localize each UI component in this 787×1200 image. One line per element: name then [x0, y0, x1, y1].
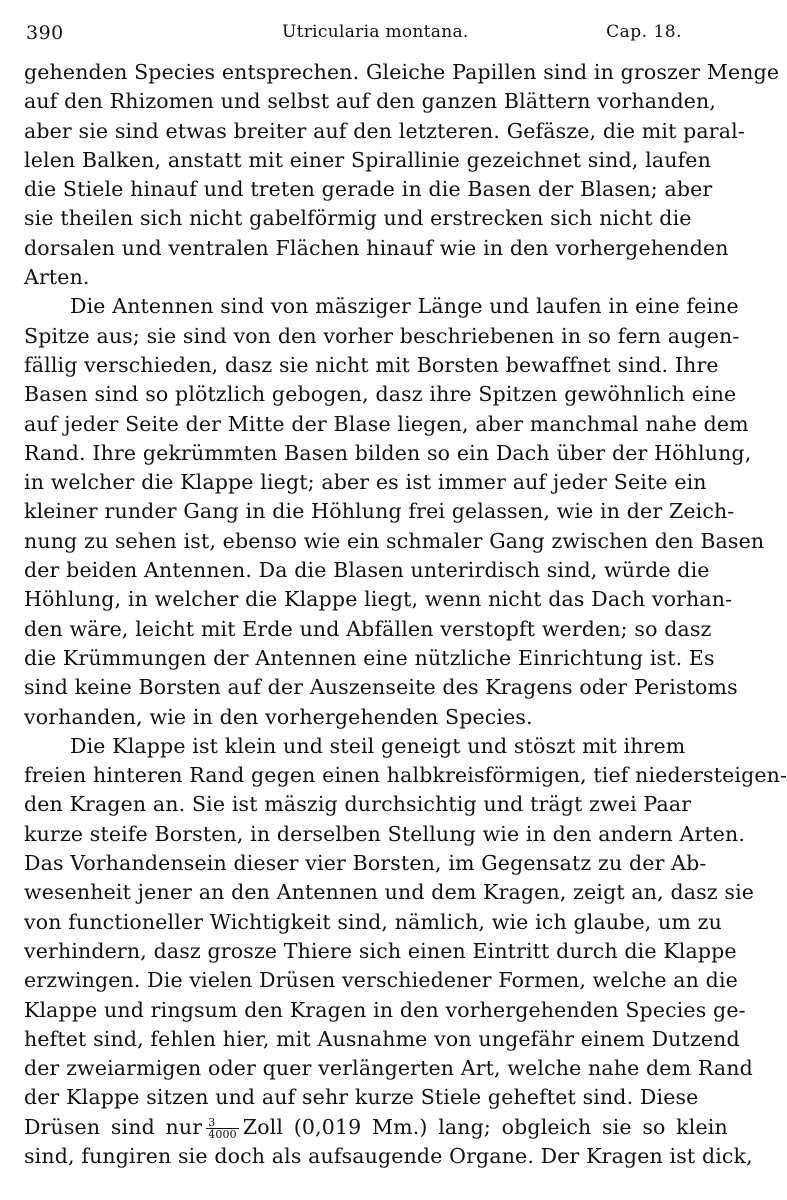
text-line: von functioneller Wichtigkeit sind, nämlich, wie ich glaube, um zu	[24, 909, 722, 934]
text-line: Rand. Ihre gekrümmten Basen bilden so ein Dach über der Höhlung,	[24, 440, 752, 465]
text-line: Basen sind so plötzlich gebogen, dasz ihre Spitzen gewöhnlich eine	[24, 382, 737, 407]
body-text	[24, 58, 787, 1171]
running-title: Utricularia montana.	[282, 22, 469, 42]
text-line: nung zu sehen ist, ebenso wie ein schmaler Gang zwischen den Basen	[24, 528, 765, 553]
text-line: vorhanden, wie in den vorhergehenden Species.	[24, 704, 533, 729]
chapter-label: Cap. 18.	[606, 22, 682, 42]
text-line: der zweiarmigen oder quer verlängerten Art, welche nahe dem Rand	[24, 1056, 753, 1081]
text-line: sie theilen sich nicht gabelförmig und erstrecken sich nicht die	[24, 206, 692, 231]
text-line: kleiner runder Gang in die Höhlung frei gelassen, wie in der Zeich-	[24, 499, 735, 524]
fraction-line-after: Zoll (0,019 Mm.) lang; obgleich sie so klein	[242, 1114, 728, 1139]
text-line: Klappe und ringsum den Kragen in den vorhergehenden Species ge-	[24, 997, 746, 1022]
text-line: Das Vorhandensein dieser vier Borsten, im Gegensatz zu der Ab-	[24, 851, 707, 876]
fraction	[206, 1117, 239, 1140]
text-line-with-fraction	[24, 1113, 728, 1142]
page-number: 390	[26, 22, 64, 44]
text-line: dorsalen und ventralen Flächen hinauf wie in den vorhergehenden	[24, 235, 729, 260]
text-line: Die Antennen sind von mäsziger Länge und laufen in eine feine	[70, 294, 739, 319]
paragraph-1	[24, 58, 780, 292]
text-line: Höhlung, in welcher die Klappe liegt, wenn nicht das Dach vorhan-	[24, 587, 733, 612]
text-line: sind, fungiren sie doch als aufsaugende Organe. Der Kragen ist dick,	[24, 1143, 753, 1168]
text-line: in welcher die Klappe liegt; aber es ist immer auf jeder Seite ein	[24, 470, 707, 495]
text-line: Spitze aus; sie sind von den vorher beschriebenen in so fern augen-	[24, 323, 740, 348]
fraction-line-before: Drüsen sind nur	[24, 1114, 203, 1139]
text-line: verhindern, dasz grosze Thiere sich einen Eintritt durch die Klappe	[24, 938, 737, 963]
text-line: den Kragen an. Sie ist mäszig durchsichtig und trägt zwei Paar	[24, 792, 692, 817]
text-line: Arten.	[24, 265, 90, 290]
text-line: die Stiele hinauf und treten gerade in die Basen der Blasen; aber	[24, 177, 713, 202]
text-line: den wäre, leicht mit Erde und Abfällen verstopft werden; so dasz	[24, 616, 712, 641]
fraction-numerator: 3	[206, 1117, 239, 1129]
fraction-denominator: 4000	[208, 1127, 237, 1141]
text-line: freien hinteren Rand gegen einen halbkreisförmigen, tief niedersteigen-	[24, 763, 787, 788]
text-line: der beiden Antennen. Da die Blasen unterirdisch sind, würde die	[24, 558, 710, 583]
text-line: auf jeder Seite der Mitte der Blase liegen, aber manchmal nahe dem	[24, 411, 749, 436]
text-line: Die Klappe ist klein und steil geneigt und stöszt mit ihrem	[70, 733, 686, 758]
text-line: der Klappe sitzen und auf sehr kurze Stiele geheftet sind. Diese	[24, 1085, 699, 1110]
text-line: erzwingen. Die vielen Drüsen verschiedener Formen, welche an die	[24, 968, 738, 993]
text-line: aber sie sind etwas breiter auf den letzteren. Gefäsze, die mit paral-	[24, 118, 745, 143]
text-line: die Krümmungen der Antennen eine nützliche Einrichtung ist. Es	[24, 645, 715, 670]
text-line: wesenheit jener an den Antennen und dem Kragen, zeigt an, dasz sie	[24, 880, 755, 905]
text-line: heftet sind, fehlen hier, mit Ausnahme von ungefähr einem Dutzend	[24, 1026, 740, 1051]
text-line: sind keine Borsten auf der Auszenseite des Kragens oder Peristoms	[24, 675, 738, 700]
paragraph-2	[24, 292, 765, 731]
text-line: lelen Balken, anstatt mit einer Spirallinie gezeichnet sind, laufen	[24, 147, 711, 172]
page-header	[26, 22, 682, 52]
text-line: auf den Rhizomen und selbst auf den ganzen Blättern vorhanden,	[24, 89, 717, 114]
text-line: gehenden Species entsprechen. Gleiche Papillen sind in groszer Menge	[24, 60, 780, 84]
text-line: kurze steife Borsten, in derselben Stellung wie in den andern Arten.	[24, 821, 746, 846]
text-line: fällig verschieden, dasz sie nicht mit Borsten bewaffnet sind. Ihre	[24, 352, 719, 377]
paragraph-3	[24, 732, 787, 1171]
